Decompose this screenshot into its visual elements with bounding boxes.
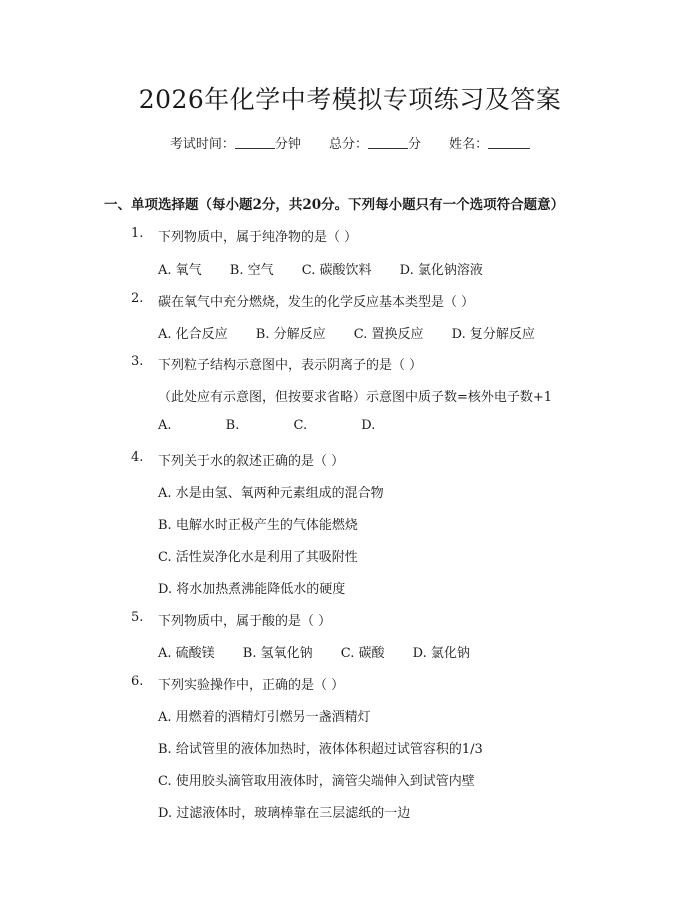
name-blank: [488, 147, 530, 149]
option-row: [158, 418, 375, 433]
question-number: 3.: [131, 354, 144, 369]
option-row: C. 活性炭净化水是利用了其吸附性: [158, 550, 358, 565]
option: D.: [361, 418, 376, 433]
name-label: 姓名：: [449, 137, 489, 152]
option-row: D. 将水加热煮沸能降低水的硬度: [158, 582, 346, 597]
question-number: 1.: [131, 226, 144, 241]
option: C. 碳酸: [340, 646, 385, 661]
time-label: 考试时间：: [169, 137, 235, 152]
option-row: B. 电解水时正极产生的气体能燃烧: [158, 518, 358, 533]
time-field: [170, 137, 305, 152]
question-text: 下列关于水的叙述正确的是（ ）: [158, 454, 345, 469]
option-row: C. 使用胶头滴管取用液体时，滴管尖端伸入到试管内壁: [158, 774, 475, 789]
question-text: 下列实验操作中，正确的是（ ）: [158, 678, 345, 693]
option-row: A. 水是由氢、氧两种元素组成的混合物: [158, 486, 384, 501]
option: A. 氧气: [158, 263, 202, 278]
option-row: [158, 323, 535, 342]
section-heading: 一、单项选择题（每小题2分，共20分。下列每小题只有一个选项符合题意）: [104, 197, 565, 213]
question-number: 2.: [131, 291, 144, 306]
option: B. 分解反应: [255, 327, 326, 342]
time-blank: [235, 147, 275, 149]
question-text: 碳在氧气中充分燃烧，发生的化学反应基本类型是（ ）: [158, 295, 475, 310]
time-unit: 分钟: [274, 137, 301, 152]
question-number: 4.: [131, 450, 144, 465]
option-row: A. 用燃着的酒精灯引燃另一盏酒精灯: [158, 710, 371, 725]
option-row: D. 过滤液体时，玻璃棒靠在三层滤纸的一边: [158, 806, 411, 821]
option: B. 氢氧化钠: [242, 646, 313, 661]
exam-meta: [0, 133, 700, 152]
question-text: 下列物质中，属于酸的是（ ）: [158, 614, 332, 629]
option: A. 化合反应: [158, 327, 228, 342]
option: D. 氯化钠: [412, 646, 470, 661]
option: A.: [158, 418, 172, 433]
score-blank: [368, 147, 408, 149]
option: A. 硫酸镁: [158, 646, 215, 661]
option-row: [158, 642, 470, 661]
score-unit: 分: [408, 137, 422, 152]
score-label: 总分：: [328, 137, 368, 152]
option: C. 碳酸饮料: [301, 263, 372, 278]
page-title: 2026年化学中考模拟专项练习及答案: [138, 85, 562, 114]
option: B. 空气: [229, 263, 274, 278]
score-field: [329, 137, 425, 152]
question-text: 下列粒子结构示意图中，表示阴离子的是（ ）: [158, 358, 423, 373]
question-number: 5.: [131, 610, 144, 625]
question-note: （此处应有示意图，但按要求省略）示意图中质子数=核外电子数+1: [158, 390, 553, 405]
question-number: 6.: [131, 674, 144, 689]
option: D. 复分解反应: [451, 327, 535, 342]
name-field: [449, 137, 530, 152]
option: C. 置换反应: [353, 327, 424, 342]
option: D. 氯化钠溶液: [399, 263, 483, 278]
option: B.: [225, 418, 240, 433]
question-text: 下列物质中，属于纯净物的是（ ）: [158, 230, 358, 245]
option-row: B. 给试管里的液体加热时，液体体积超过试管容积的1/3: [158, 742, 483, 757]
option-row: [158, 259, 483, 278]
option: C.: [293, 418, 308, 433]
